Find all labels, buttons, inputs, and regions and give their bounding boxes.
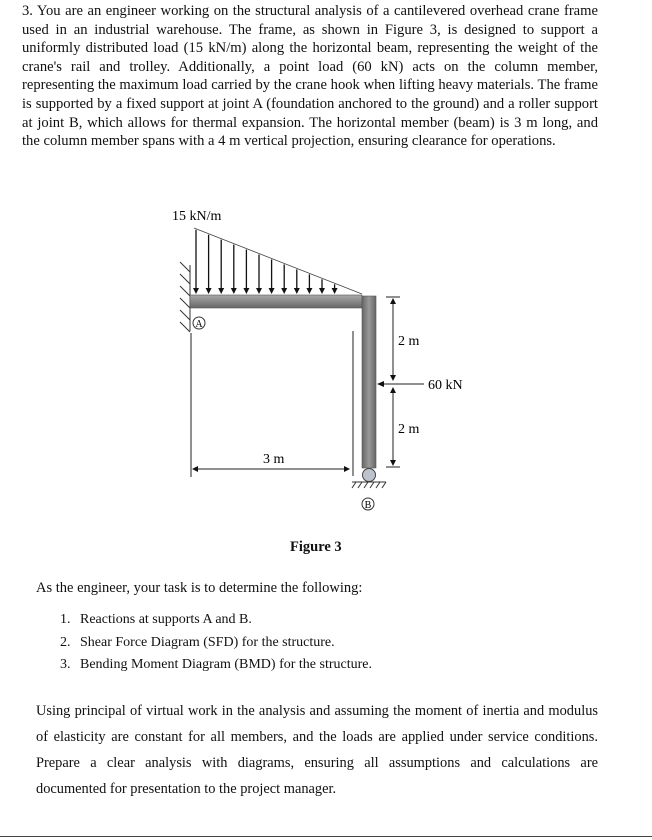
beam-member <box>190 295 362 308</box>
item-text: Shear Force Diagram (SFD) for the structure. <box>80 634 335 650</box>
distributed-load <box>193 228 362 294</box>
task-intro: As the engineer, your task is to determine the following: <box>36 580 363 596</box>
load-arrowhead <box>281 288 287 294</box>
load-arrowhead <box>206 288 212 294</box>
load-arrowhead <box>231 288 237 294</box>
load-intensity-label: 15 kN/m <box>172 209 222 224</box>
load-arrowhead <box>256 288 262 294</box>
load-arrowhead <box>319 288 325 294</box>
lower-height-label: 2 m <box>398 422 420 437</box>
question-text: 3. You are an engineer working on the structural analysis of a cantilevered overhead crane frame used in an industrial warehouse. The frame, as shown in Figure 3, is designed to support a uniformly distributed load (15 kN/m) along the horizontal beam, representing the weight of the crane's rail and trolley. Additionally, a point load (60 kN) acts on the column member, representing the maximum load carried by the crane hook when lifting heavy materials. The frame is supported by a fixed support at joint A (foundation anchored to the ground) and a roller support at joint B, which allows for thermal expansion. The horizontal member (beam) is 3 m long, and the column member spans with a 4 m vertical projection, ensuring clearance for operations. <box>22 3 598 150</box>
point-load-label: 60 kN <box>428 378 463 393</box>
roller-support <box>363 469 376 482</box>
height-dimension <box>386 297 400 467</box>
ground-hatch <box>352 482 386 488</box>
point-load-arrow <box>377 381 424 387</box>
item-number: 2. <box>60 634 71 650</box>
page-divider <box>0 836 652 837</box>
item-text: Reactions at supports A and B. <box>80 612 252 627</box>
load-arrowhead <box>218 288 224 294</box>
span-label: 3 m <box>263 452 285 467</box>
closing-text: Using principal of virtual work in the analysis and assuming the moment of inertia and modulus of elasticity are constant for all members, and the loads are applied under service conditions. Prepare a clear analysis with diagrams, ensuring all assumptions and calculations are documented for presentation to the project manager. <box>36 703 598 797</box>
load-arrowhead <box>306 288 312 294</box>
load-arrowhead <box>332 288 338 294</box>
joint-b-label: B <box>364 500 372 511</box>
figure-caption: Figure 3 <box>290 539 342 555</box>
load-arrowhead <box>294 288 300 294</box>
column-member <box>362 296 376 468</box>
item-text: Bending Moment Diagram (BMD) for the structure. <box>80 657 372 672</box>
list-item <box>60 612 372 635</box>
load-arrowhead <box>243 288 249 294</box>
list-item <box>60 657 372 680</box>
joint-a-label: A <box>195 319 203 330</box>
list-item <box>60 635 372 658</box>
item-number: 1. <box>60 612 71 627</box>
load-arrowhead <box>269 288 275 294</box>
load-arrowhead <box>193 288 199 294</box>
task-list <box>60 612 372 680</box>
upper-height-label: 2 m <box>398 334 420 349</box>
fixed-support-hatch <box>180 262 190 332</box>
item-number: 3. <box>60 657 71 672</box>
